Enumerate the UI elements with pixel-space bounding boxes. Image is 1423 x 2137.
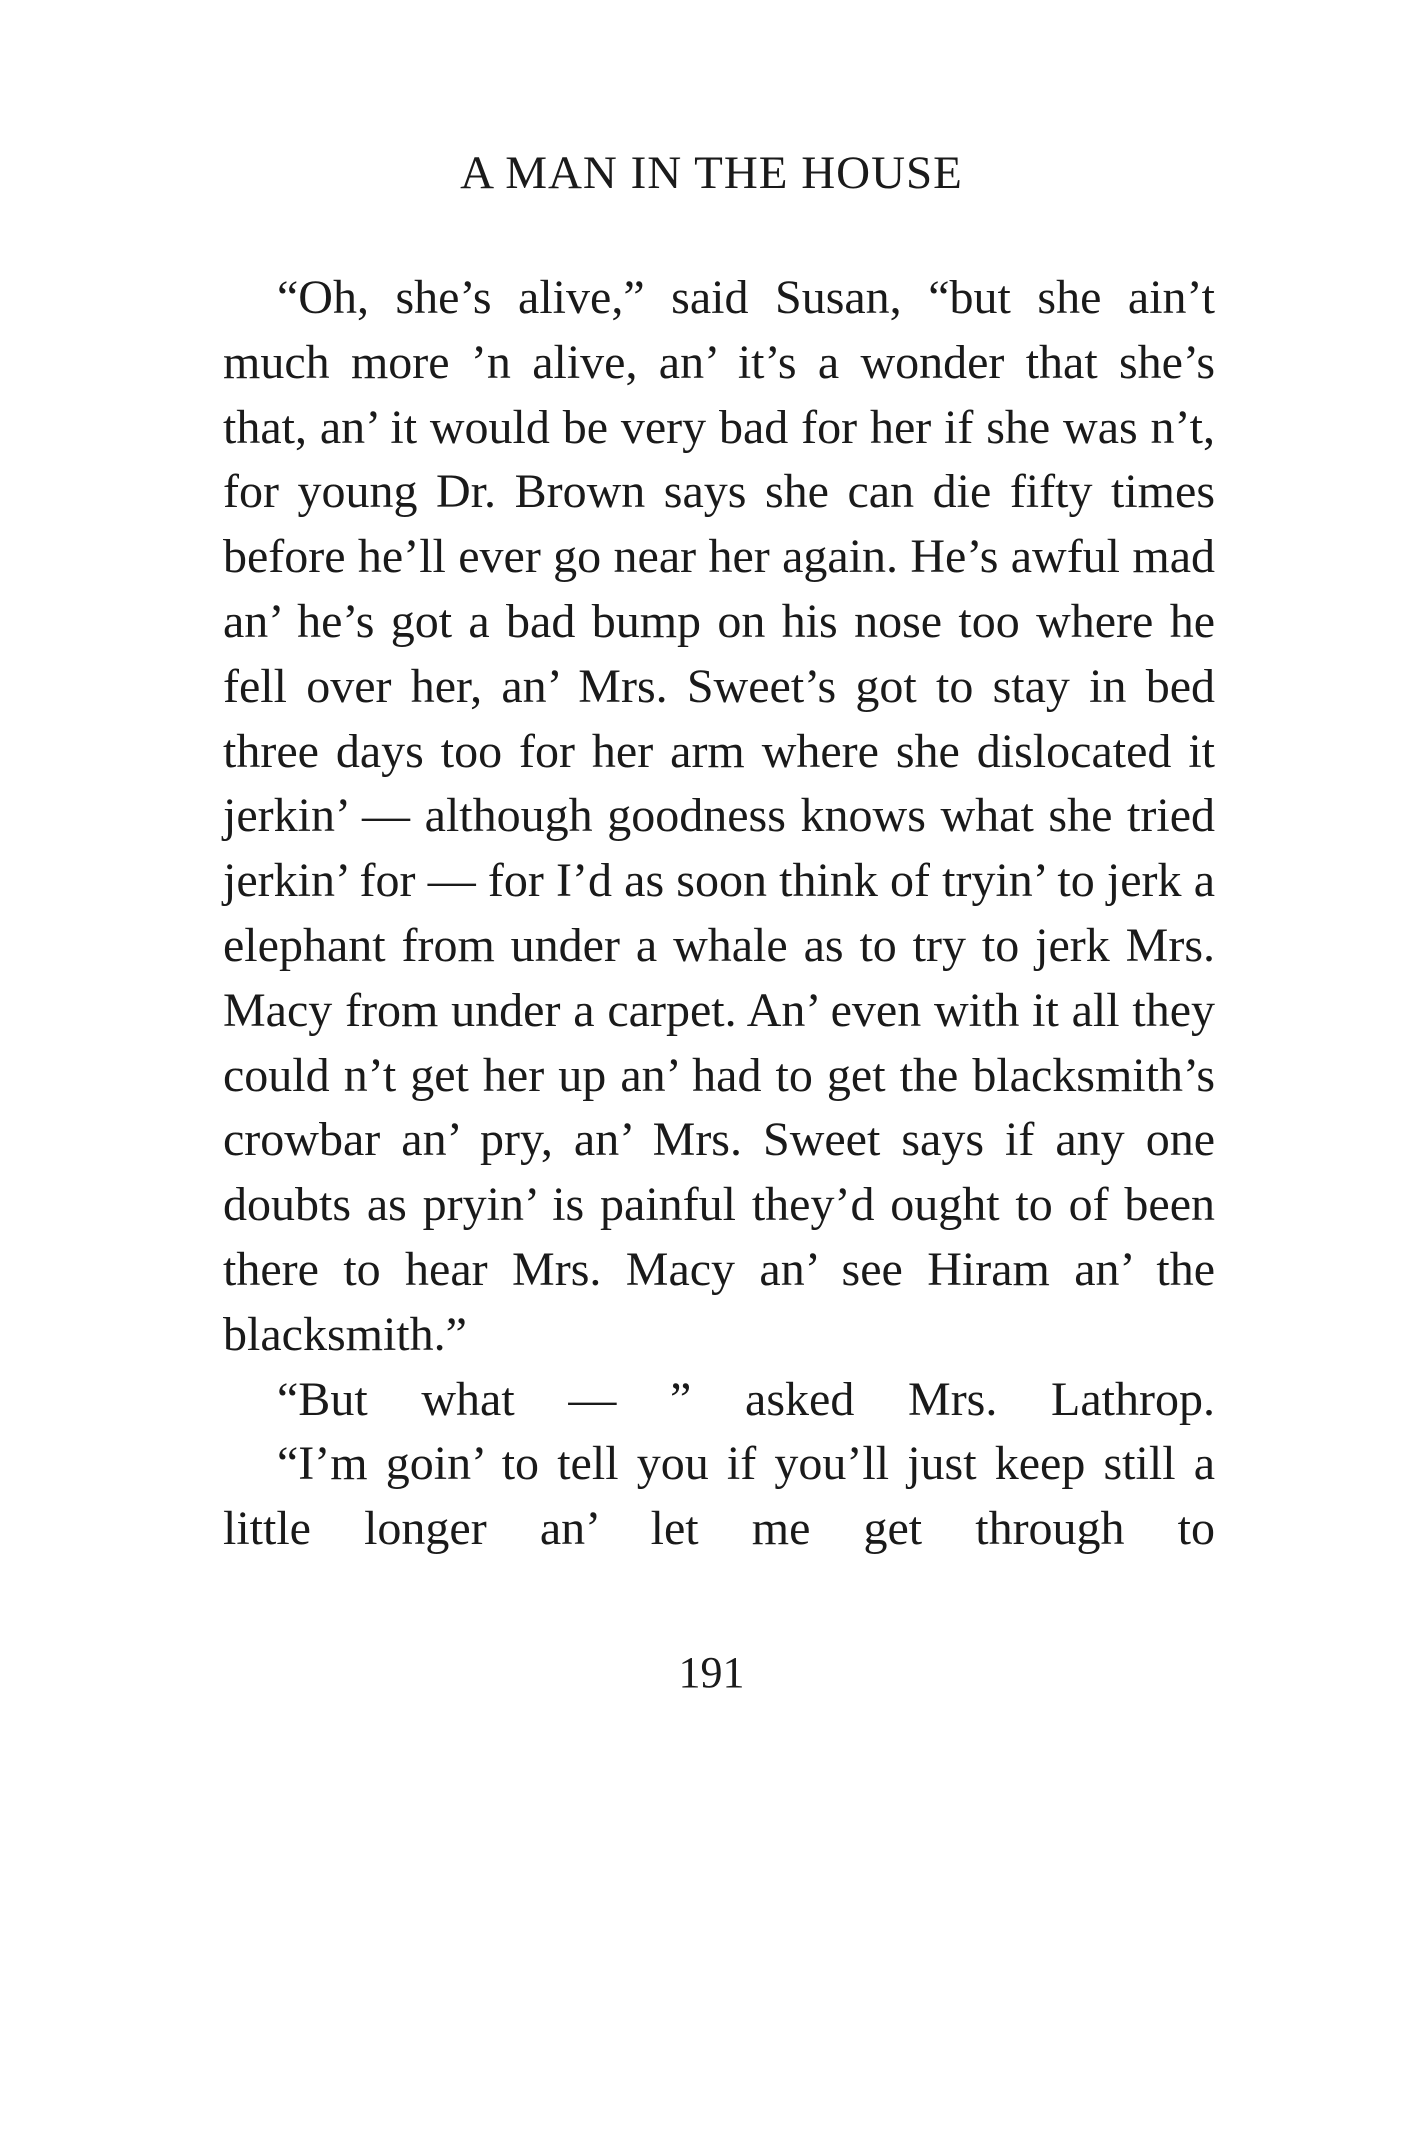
paragraph-3: “I’m goin’ to tell you if you’ll just keep still a little longer an’ let me get through to bbox=[223, 1437, 1215, 1556]
paragraph-2: “But what — ” asked Mrs. Lathrop. bbox=[277, 1372, 1215, 1426]
page-number: 191 bbox=[678, 1648, 745, 1697]
running-head: A MAN IN THE HOUSE bbox=[460, 147, 963, 199]
body-text bbox=[223, 266, 1215, 1562]
paragraph-1: “Oh, she’s alive,” said Susan, “but she ain’t much more ’n alive, an’ it’s a wonder that she’s that, an’ it would be very bad for her if she was n’t, for young Dr. Brown says she can die fifty times before he’ll ever go near her again. He’s awful mad an’ he’s got a bad bump on his nose too where he fell over her, an’ Mrs. Sweet’s got to stay in bed three days too for her arm where she dislocated it jerkin’ — although goodness knows what she tried jerkin’ for — for I’d as soon think of tryin’ to jerk a elephant from under a whale as to try to jerk Mrs. Macy from under a carpet. An’ even with it all they could n’t get her up an’ had to get the blacksmith’s crowbar an’ pry, an’ Mrs. Sweet says if any one doubts as pryin’ is painful they’d ought to of been there to hear Mrs. Macy an’ see Hiram an’ the blacksmith.” bbox=[223, 271, 1215, 1361]
